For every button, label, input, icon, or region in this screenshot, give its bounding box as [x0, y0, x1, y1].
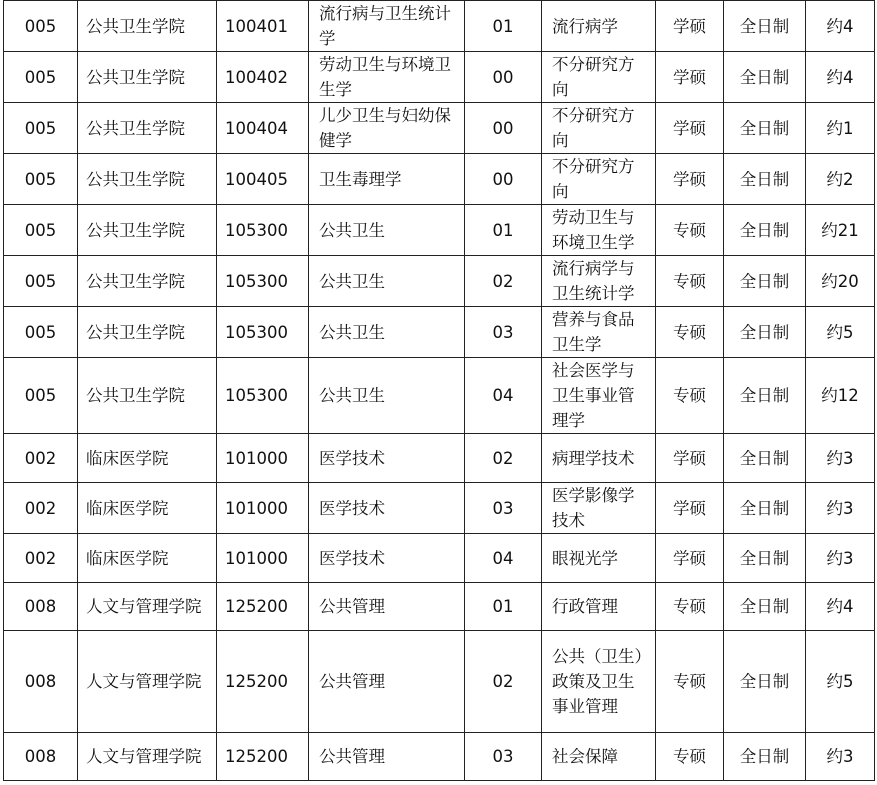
direction-code-cell: 00: [465, 103, 542, 154]
major-code-cell: 101000: [217, 434, 309, 483]
direction-name-cell: 流行病学与卫生统计学: [542, 256, 656, 307]
study-mode-cell: 全日制: [724, 103, 806, 154]
quota-cell: 约4: [806, 583, 875, 631]
school-name-cell: 公共卫生学院: [78, 256, 217, 307]
direction-code-cell: 01: [465, 583, 542, 631]
degree-type-cell: 学硕: [656, 103, 724, 154]
quota-cell: 约4: [806, 52, 875, 103]
dept-code-cell: 002: [4, 483, 78, 534]
direction-code-cell: 01: [465, 1, 542, 52]
study-mode-cell: 全日制: [724, 583, 806, 631]
major-code-cell: 125200: [217, 733, 309, 781]
dept-code-cell: 005: [4, 1, 78, 52]
major-code-cell: 101000: [217, 534, 309, 583]
table-row: [4, 483, 875, 534]
study-mode-cell: 全日制: [724, 52, 806, 103]
direction-name-cell: 不分研究方向: [542, 154, 656, 205]
direction-name-cell: 病理学技术: [542, 434, 656, 483]
school-name-cell: 公共卫生学院: [78, 52, 217, 103]
major-code-cell: 105300: [217, 256, 309, 307]
major-code-cell: 100405: [217, 154, 309, 205]
table-row: [4, 434, 875, 483]
degree-type-cell: 专硕: [656, 256, 724, 307]
table-body: [4, 1, 875, 781]
degree-type-cell: 专硕: [656, 583, 724, 631]
direction-code-cell: 00: [465, 52, 542, 103]
degree-type-cell: 学硕: [656, 52, 724, 103]
major-name-cell: 儿少卫生与妇幼保健学: [309, 103, 465, 154]
direction-code-cell: 03: [465, 307, 542, 358]
major-code-cell: 101000: [217, 483, 309, 534]
enrollment-table: [3, 0, 875, 781]
table-row: [4, 358, 875, 434]
quota-cell: 约5: [806, 307, 875, 358]
degree-type-cell: 专硕: [656, 307, 724, 358]
school-name-cell: 人文与管理学院: [78, 733, 217, 781]
school-name-cell: 公共卫生学院: [78, 358, 217, 434]
quota-cell: 约1: [806, 103, 875, 154]
dept-code-cell: 008: [4, 631, 78, 733]
direction-name-cell: 眼视光学: [542, 534, 656, 583]
dept-code-cell: 005: [4, 52, 78, 103]
study-mode-cell: 全日制: [724, 534, 806, 583]
school-name-cell: 公共卫生学院: [78, 1, 217, 52]
major-name-cell: 公共卫生: [309, 256, 465, 307]
quota-cell: 约3: [806, 483, 875, 534]
study-mode-cell: 全日制: [724, 733, 806, 781]
major-name-cell: 流行病与卫生统计学: [309, 1, 465, 52]
school-name-cell: 临床医学院: [78, 534, 217, 583]
direction-name-cell: 不分研究方向: [542, 52, 656, 103]
major-name-cell: 劳动卫生与环境卫生学: [309, 52, 465, 103]
direction-name-cell: 社会医学与卫生事业管理学: [542, 358, 656, 434]
direction-code-cell: 02: [465, 631, 542, 733]
major-name-cell: 公共卫生: [309, 358, 465, 434]
quota-cell: 约3: [806, 534, 875, 583]
direction-name-cell: 医学影像学技术: [542, 483, 656, 534]
table-row: [4, 205, 875, 256]
major-name-cell: 医学技术: [309, 434, 465, 483]
quota-cell: 约2: [806, 154, 875, 205]
quota-cell: 约3: [806, 733, 875, 781]
major-name-cell: 卫生毒理学: [309, 154, 465, 205]
study-mode-cell: 全日制: [724, 358, 806, 434]
school-name-cell: 公共卫生学院: [78, 307, 217, 358]
study-mode-cell: 全日制: [724, 205, 806, 256]
table-row: [4, 631, 875, 733]
major-code-cell: 100402: [217, 52, 309, 103]
degree-type-cell: 学硕: [656, 154, 724, 205]
dept-code-cell: 005: [4, 358, 78, 434]
major-code-cell: 105300: [217, 205, 309, 256]
quota-cell: 约21: [806, 205, 875, 256]
table-row: [4, 307, 875, 358]
direction-name-cell: 流行病学: [542, 1, 656, 52]
direction-code-cell: 04: [465, 534, 542, 583]
school-name-cell: 人文与管理学院: [78, 631, 217, 733]
study-mode-cell: 全日制: [724, 631, 806, 733]
dept-code-cell: 005: [4, 205, 78, 256]
study-mode-cell: 全日制: [724, 154, 806, 205]
table-row: [4, 534, 875, 583]
school-name-cell: 临床医学院: [78, 434, 217, 483]
quota-cell: 约12: [806, 358, 875, 434]
degree-type-cell: 专硕: [656, 733, 724, 781]
direction-code-cell: 03: [465, 733, 542, 781]
dept-code-cell: 008: [4, 733, 78, 781]
direction-name-cell: 营养与食品卫生学: [542, 307, 656, 358]
dept-code-cell: 008: [4, 583, 78, 631]
table-row: [4, 1, 875, 52]
school-name-cell: 临床医学院: [78, 483, 217, 534]
direction-code-cell: 02: [465, 256, 542, 307]
major-name-cell: 医学技术: [309, 534, 465, 583]
major-code-cell: 125200: [217, 631, 309, 733]
major-name-cell: 公共管理: [309, 631, 465, 733]
dept-code-cell: 002: [4, 434, 78, 483]
study-mode-cell: 全日制: [724, 483, 806, 534]
dept-code-cell: 005: [4, 154, 78, 205]
quota-cell: 约3: [806, 434, 875, 483]
table-row: [4, 733, 875, 781]
table-row: [4, 52, 875, 103]
major-code-cell: 100401: [217, 1, 309, 52]
dept-code-cell: 002: [4, 534, 78, 583]
direction-name-cell: 公共（卫生）政策及卫生事业管理: [542, 631, 656, 733]
degree-type-cell: 学硕: [656, 1, 724, 52]
degree-type-cell: 学硕: [656, 434, 724, 483]
major-code-cell: 105300: [217, 358, 309, 434]
school-name-cell: 公共卫生学院: [78, 103, 217, 154]
degree-type-cell: 专硕: [656, 205, 724, 256]
degree-type-cell: 学硕: [656, 483, 724, 534]
major-code-cell: 125200: [217, 583, 309, 631]
table-row: [4, 256, 875, 307]
direction-name-cell: 社会保障: [542, 733, 656, 781]
school-name-cell: 人文与管理学院: [78, 583, 217, 631]
major-name-cell: 公共卫生: [309, 307, 465, 358]
degree-type-cell: 专硕: [656, 631, 724, 733]
table-row: [4, 154, 875, 205]
degree-type-cell: 学硕: [656, 534, 724, 583]
dept-code-cell: 005: [4, 307, 78, 358]
major-code-cell: 100404: [217, 103, 309, 154]
direction-name-cell: 劳动卫生与环境卫生学: [542, 205, 656, 256]
table-row: [4, 103, 875, 154]
direction-code-cell: 01: [465, 205, 542, 256]
quota-cell: 约5: [806, 631, 875, 733]
major-name-cell: 公共管理: [309, 583, 465, 631]
degree-type-cell: 专硕: [656, 358, 724, 434]
dept-code-cell: 005: [4, 103, 78, 154]
major-name-cell: 公共卫生: [309, 205, 465, 256]
major-code-cell: 105300: [217, 307, 309, 358]
study-mode-cell: 全日制: [724, 256, 806, 307]
table-row: [4, 583, 875, 631]
major-name-cell: 公共管理: [309, 733, 465, 781]
direction-code-cell: 03: [465, 483, 542, 534]
direction-name-cell: 不分研究方向: [542, 103, 656, 154]
direction-code-cell: 00: [465, 154, 542, 205]
major-name-cell: 医学技术: [309, 483, 465, 534]
school-name-cell: 公共卫生学院: [78, 205, 217, 256]
direction-name-cell: 行政管理: [542, 583, 656, 631]
direction-code-cell: 04: [465, 358, 542, 434]
direction-code-cell: 02: [465, 434, 542, 483]
study-mode-cell: 全日制: [724, 434, 806, 483]
study-mode-cell: 全日制: [724, 307, 806, 358]
dept-code-cell: 005: [4, 256, 78, 307]
quota-cell: 约20: [806, 256, 875, 307]
quota-cell: 约4: [806, 1, 875, 52]
school-name-cell: 公共卫生学院: [78, 154, 217, 205]
study-mode-cell: 全日制: [724, 1, 806, 52]
